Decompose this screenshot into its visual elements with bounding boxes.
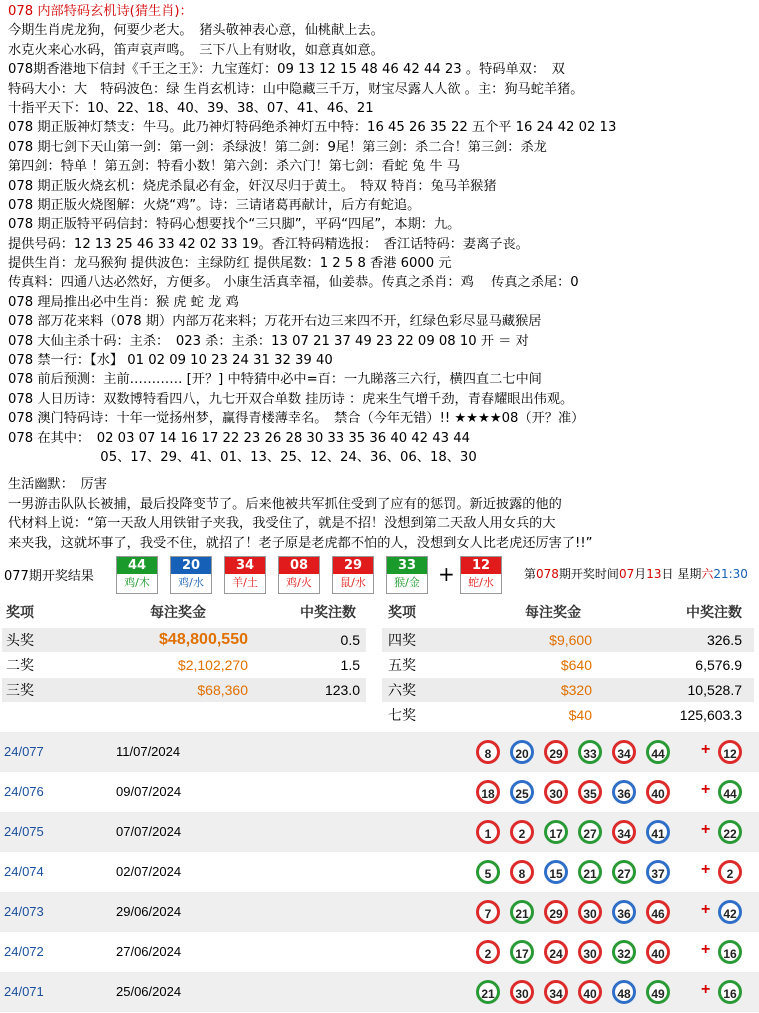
history-special-ball: 22 xyxy=(718,820,742,844)
prize-amount: $48,800,550 xyxy=(159,631,248,648)
post-line: 078 部万花来料（078 期）内部万花来料；万花开右边三来四不开，红绿色彩尽显马藏猴居 xyxy=(8,314,542,330)
prize-name: 七奖 xyxy=(388,707,416,723)
post-line: 今期生肖虎龙狗，何要少老大。 猪头敬神表心意，仙桃献上去。 xyxy=(8,23,384,39)
plus-sign: + xyxy=(701,861,711,878)
plus-sign: + xyxy=(438,562,455,586)
post-line: 05、17、29、41、01、13、25、12、24、36、06、18、30 xyxy=(8,449,477,465)
post-line: 传真料：四通八达必然好，方便多。 小康生活真幸福，仙姜恭。传真之杀肖：鸡 传真之杀尾：0 xyxy=(8,275,579,291)
history-ball: 30 xyxy=(544,780,568,804)
history-ball: 46 xyxy=(646,900,670,924)
draw-ball xyxy=(116,556,158,594)
prize-count: 125,603.3 xyxy=(679,707,742,723)
plus-sign: + xyxy=(701,901,711,918)
draw-ball xyxy=(278,556,320,594)
draw-time: 21:30 xyxy=(713,567,748,581)
history-issue-link[interactable]: 24/077 xyxy=(4,744,44,759)
history-special-ball: 42 xyxy=(718,900,742,924)
prize-name: 四奖 xyxy=(388,632,416,648)
post-line: 078 期七剑下天山第一剑：第一剑：杀绿波！第二剑：9尾！第三剑：杀二合！第三剑：杀龙 xyxy=(8,139,547,155)
post-content xyxy=(8,2,756,553)
history-row xyxy=(0,852,759,892)
prize-name: 六奖 xyxy=(388,682,416,698)
plus-sign: + xyxy=(701,981,711,998)
history-ball: 40 xyxy=(646,780,670,804)
next-draw-info xyxy=(524,565,748,582)
draw-month: 07 xyxy=(618,567,635,581)
history-ball: 49 xyxy=(646,980,670,1004)
special-ball xyxy=(460,556,502,594)
plus-sign: + xyxy=(701,741,711,758)
history-ball: 18 xyxy=(476,780,500,804)
draw-ball xyxy=(332,556,374,594)
prize-amount: $9,600 xyxy=(549,632,592,648)
prize-amount: $320 xyxy=(560,682,592,698)
history-ball: 29 xyxy=(544,740,568,764)
history-special-ball: 2 xyxy=(718,860,742,884)
prize-row xyxy=(2,653,366,677)
prize-name: 二奖 xyxy=(6,657,34,673)
prize-header: 奖项 xyxy=(6,604,34,620)
prize-amount: $40 xyxy=(568,707,592,723)
history-ball: 48 xyxy=(612,980,636,1004)
history-ball: 25 xyxy=(510,780,534,804)
history-ball: 30 xyxy=(578,940,602,964)
prize-name: 头奖 xyxy=(6,632,34,648)
info-prefix: 第 xyxy=(524,567,537,581)
history-ball: 17 xyxy=(544,820,568,844)
prize-header: 每注奖金 xyxy=(150,604,206,620)
prize-row xyxy=(2,628,366,652)
history-ball: 20 xyxy=(510,740,534,764)
history-ball: 21 xyxy=(578,860,602,884)
prize-row xyxy=(382,653,754,677)
ball-number: 08 xyxy=(279,557,319,574)
history-ball: 33 xyxy=(578,740,602,764)
prize-name: 五奖 xyxy=(388,657,416,673)
prize-header: 奖项 xyxy=(388,604,416,620)
prize-row xyxy=(382,703,754,727)
history-date: 02/07/2024 xyxy=(116,864,182,879)
post-line: 078期香港地下信封《千王之王》：九宝莲灯：09 13 12 15 48 46 42 44 23 。特码单双： 双 xyxy=(8,62,565,78)
post-line: 特码大小：大 特码波色：绿 生肖玄机诗：山中隐藏三千万，财宝尽露人人欲 。主：狗马蛇羊猪。 xyxy=(8,81,584,97)
ball-zodiac: 鸡/火 xyxy=(279,574,319,592)
post-line: 第四剑：特单 ！第五剑：特看小数！第六剑：杀六门！第七剑：看蛇 兔 牛 马 xyxy=(8,159,460,175)
info-mid: 期开奖时间 xyxy=(558,567,619,581)
plus-sign: + xyxy=(701,821,711,838)
history-ball: 30 xyxy=(510,980,534,1004)
prize-count: 0.5 xyxy=(340,632,360,648)
history-issue-link[interactable]: 24/071 xyxy=(4,984,44,999)
info-day-char: 日 星期 xyxy=(661,567,702,581)
history-ball: 35 xyxy=(578,780,602,804)
history-ball: 34 xyxy=(612,740,636,764)
post-line: 078 前后预测：主前………… [开？] 中特猜中必中=百：一九睇落三六行，横四直二七中间 xyxy=(8,372,542,388)
draw-result-bar xyxy=(2,556,759,594)
history-ball: 34 xyxy=(544,980,568,1004)
post-line: 十指平天下：10、22、18、40、39、38、07、41、46、21 xyxy=(8,100,374,116)
history-row xyxy=(0,732,759,772)
history-ball: 7 xyxy=(476,900,500,924)
history-ball: 36 xyxy=(612,780,636,804)
plus-sign: + xyxy=(701,941,711,958)
draw-ball xyxy=(224,556,266,594)
prize-amount: $68,360 xyxy=(197,682,248,698)
ball-number: 29 xyxy=(333,557,373,574)
ball-number: 20 xyxy=(171,557,211,574)
history-ball: 2 xyxy=(476,940,500,964)
ball-number: 33 xyxy=(387,557,427,574)
history-row xyxy=(0,812,759,852)
post-line: 078 期正版火烧玄机：烧虎杀鼠必有金，奸汉尽归于黄土。 特双 特肖：兔马羊猴猪 xyxy=(8,178,497,194)
history-issue-link[interactable]: 24/076 xyxy=(4,784,44,799)
history-ball: 29 xyxy=(544,900,568,924)
prize-header: 中奖注数 xyxy=(300,604,356,620)
ball-zodiac: 鼠/水 xyxy=(333,574,373,592)
post-line: 078 在其中： 02 03 07 14 16 17 22 23 26 28 30 33 35 36 40 42 43 44 xyxy=(8,430,471,446)
history-date: 29/06/2024 xyxy=(116,904,182,919)
plus-sign: + xyxy=(701,781,711,798)
history-issue-link[interactable]: 24/074 xyxy=(4,864,44,879)
prize-header: 中奖注数 xyxy=(686,604,742,620)
post-line: 078 人日历诗：双数博特看四八，九七开双合单数 挂历诗 ：虎来生气增千劲，青春耀眼出伟观。 xyxy=(8,391,574,407)
history-ball: 8 xyxy=(510,860,534,884)
ball-zodiac: 鸡/木 xyxy=(117,574,157,592)
info-month-char: 月 xyxy=(634,567,647,581)
ball-number: 34 xyxy=(225,557,265,574)
history-ball: 17 xyxy=(510,940,534,964)
history-ball: 15 xyxy=(544,860,568,884)
prize-count: 6,576.9 xyxy=(695,657,742,673)
next-issue: 078 xyxy=(536,567,559,581)
history-ball: 21 xyxy=(510,900,534,924)
post-line: 078 内部特码玄机诗(猜生肖)： xyxy=(8,4,193,19)
history-issue-link[interactable]: 24/075 xyxy=(4,824,44,839)
history-row xyxy=(0,892,759,932)
ball-number: 44 xyxy=(117,557,157,574)
history-date: 09/07/2024 xyxy=(116,784,182,799)
history-date: 07/07/2024 xyxy=(116,824,182,839)
history-ball: 40 xyxy=(646,940,670,964)
history-ball: 30 xyxy=(578,900,602,924)
post-line: 078 澳门特码诗：十年一觉扬州梦，赢得青楼薄幸名。 禁合（今年无错）!! ★★★★08（开？准） xyxy=(8,411,585,427)
history-ball: 2 xyxy=(510,820,534,844)
prize-count: 1.5 xyxy=(340,657,360,673)
ball-number: 12 xyxy=(461,557,501,574)
history-ball: 41 xyxy=(646,820,670,844)
post-line: 来夹我，这就坏事了，我受不住，就招了！老子原是老虎都不怕的人，没想到女人比老虎还厉害了!!” xyxy=(8,535,593,551)
history-special-ball: 16 xyxy=(718,940,742,964)
post-line: 提供生肖：龙马猴狗 提供波色：主绿防红 提供尾数：1 2 5 8 香港 6000 元 xyxy=(8,256,452,272)
history-issue-link[interactable]: 24/073 xyxy=(4,904,44,919)
post-line: 078 大仙主杀十码：主杀： 023 杀：主杀：13 07 21 37 49 23 22 09 08 10 开 ＝ 对 xyxy=(8,333,529,349)
ball-zodiac: 鸡/水 xyxy=(171,574,211,592)
history-date: 25/06/2024 xyxy=(116,984,182,999)
post-line: 提供号码：12 13 25 46 33 42 02 33 19。香江特码精选报： 香江话特码：妻离子丧。 xyxy=(8,236,529,252)
history-ball: 21 xyxy=(476,980,500,1004)
history-ball: 44 xyxy=(646,740,670,764)
prize-count: 123.0 xyxy=(324,682,360,698)
ball-zodiac: 蛇/水 xyxy=(461,574,501,592)
history-special-ball: 16 xyxy=(718,980,742,1004)
draw-result-label: 077期开奖结果 xyxy=(4,569,94,584)
post-line: 代材料上说：“第一天敌人用铁钳子夹我，我受住了，就是不招！没想到第二天敌人用女兵的大 xyxy=(8,516,556,532)
prize-amount: $2,102,270 xyxy=(177,657,248,673)
history-ball: 37 xyxy=(646,860,670,884)
history-ball: 36 xyxy=(612,900,636,924)
post-line: 一男游击队队长被捕，最后投降变节了。后来他被共军抓住受到了应有的惩罚。新近披露的他的 xyxy=(8,496,562,512)
history-ball: 27 xyxy=(578,820,602,844)
post-line: 078 期正版神灯禁支：牛马。此乃神灯特码绝杀神灯五中特：16 45 26 35 22 五个平 16 24 42 02 13 xyxy=(8,120,617,136)
post-line: 水克火来心水码，笛声哀声鸣。 三下八上有财收，如意真如意。 xyxy=(8,42,384,58)
prize-name: 三奖 xyxy=(6,682,34,698)
history-ball: 34 xyxy=(612,820,636,844)
prize-row xyxy=(2,678,366,702)
history-ball: 24 xyxy=(544,940,568,964)
history-ball: 1 xyxy=(476,820,500,844)
history-ball: 8 xyxy=(476,740,500,764)
post-line xyxy=(8,467,756,475)
prize-amount: $640 xyxy=(560,657,592,673)
history-special-ball: 12 xyxy=(718,740,742,764)
prize-row xyxy=(382,628,754,652)
prize-count: 10,528.7 xyxy=(687,682,742,698)
draw-ball xyxy=(386,556,428,594)
history-date: 27/06/2024 xyxy=(116,944,182,959)
post-line: 078 理局推出必中生肖：猴 虎 蛇 龙 鸡 xyxy=(8,294,239,310)
draw-day: 13 xyxy=(646,567,662,581)
history-ball: 40 xyxy=(578,980,602,1004)
draw-ball xyxy=(170,556,212,594)
draw-weekday: 六 xyxy=(701,567,714,581)
history-ball: 27 xyxy=(612,860,636,884)
history-row xyxy=(0,932,759,972)
prize-count: 326.5 xyxy=(706,632,742,648)
prize-header: 每注奖金 xyxy=(525,604,581,620)
prize-row xyxy=(382,678,754,702)
post-line: 生活幽默： 厉害 xyxy=(8,477,107,493)
history-ball: 5 xyxy=(476,860,500,884)
history-special-ball: 44 xyxy=(718,780,742,804)
history-issue-link[interactable]: 24/072 xyxy=(4,944,44,959)
history-row xyxy=(0,772,759,812)
ball-zodiac: 猴/金 xyxy=(387,574,427,592)
post-line: 078 期正版火烧图解：火烧“鸡”。诗：三请诸葛再献计，后方有蛇追。 xyxy=(8,197,421,213)
post-line: 078 期正版特平码信封：特码心想要找个“三只脚”，平码“四尾”，本期：九。 xyxy=(8,217,461,233)
history-row xyxy=(0,972,759,1012)
ball-zodiac: 羊/土 xyxy=(225,574,265,592)
history-ball: 32 xyxy=(612,940,636,964)
post-line: 078 禁一行：【水】 01 02 09 10 23 24 31 32 39 40 xyxy=(8,353,333,369)
history-date: 11/07/2024 xyxy=(116,744,181,759)
